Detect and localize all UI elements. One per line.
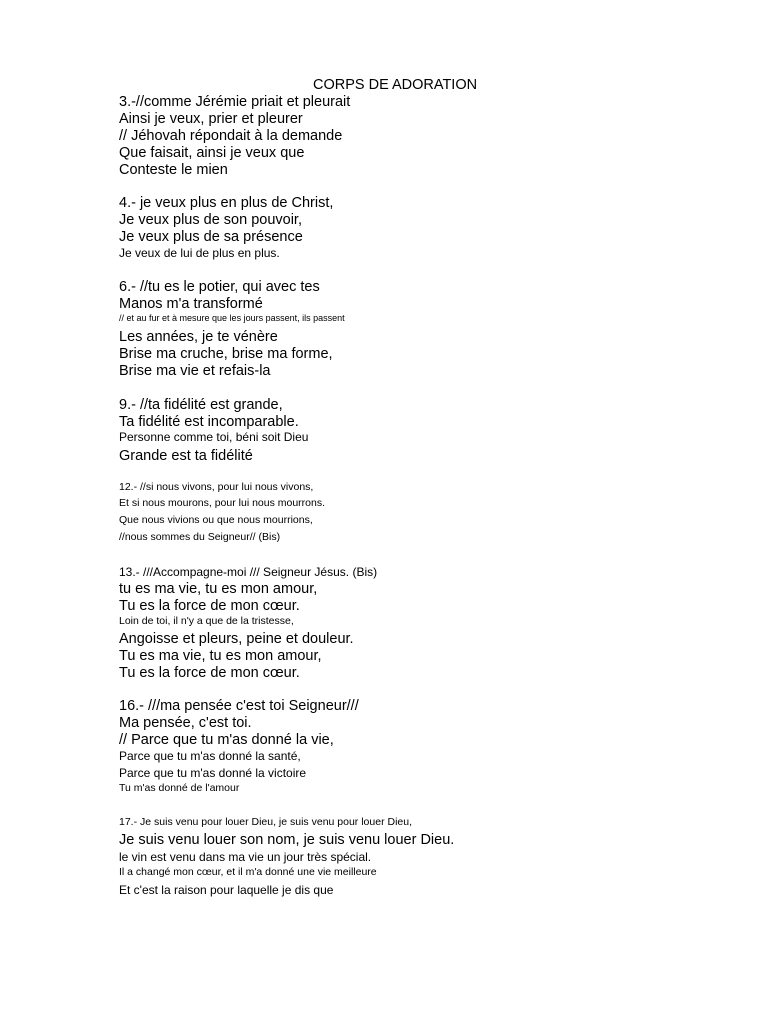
verse-17-line-5: Et c'est la raison pour laquelle je dis que [119, 883, 334, 897]
verse-9-line-3: Personne comme toi, béni soit Dieu [119, 430, 309, 444]
verse-13-line-1: 13.- ///Accompagne-moi /// Seigneur Jésus. (Bis) [119, 565, 378, 579]
verse-13-line-7: Tu es la force de mon cœur. [119, 665, 300, 681]
page-title: CORPS DE ADORATION [313, 77, 478, 93]
verse-9-line-4: Grande est ta fidélité [119, 448, 253, 464]
verse-17-line-3: le vin est venu dans ma vie un jour très spécial. [119, 850, 372, 864]
verse-17-line-2: Je suis venu louer son nom, je suis venu louer Dieu. [119, 832, 455, 848]
verse-13-line-6: Tu es ma vie, tu es mon amour, [119, 648, 322, 664]
verse-13-line-3: Tu es la force de mon cœur. [119, 598, 300, 614]
verse-13-line-4: Loin de toi, il n'y a que de la tristesse, [119, 615, 294, 627]
verse-9-line-2: Ta fidélité est incomparable. [119, 414, 299, 430]
verse-6-line-4: Les années, je te vénère [119, 329, 278, 345]
verse-12-line-2: Et si nous mourons, pour lui nous mourrons. [119, 497, 326, 509]
verse-4-line-1: 4.- je veux plus en plus de Christ, [119, 195, 334, 211]
verse-3-line-3: // Jéhovah répondait à la demande [119, 128, 343, 144]
verse-13-line-2: tu es ma vie, tu es mon amour, [119, 581, 318, 597]
verse-12-line-1: 12.- //si nous vivons, pour lui nous vivons, [119, 481, 314, 493]
verse-4-line-2: Je veux plus de son pouvoir, [119, 212, 302, 228]
verse-4-line-3: Je veux plus de sa présence [119, 229, 303, 245]
verse-6-line-5: Brise ma cruche, brise ma forme, [119, 346, 333, 362]
verse-6-line-3: // et au fur et à mesure que les jours passent, ils passent [119, 313, 345, 323]
verse-6-line-2: Manos m'a transformé [119, 296, 263, 312]
verse-16-line-5: Parce que tu m'as donné la victoire [119, 766, 307, 780]
verse-3-line-4: Que faisait, ainsi je veux que [119, 145, 305, 161]
verse-6-line-1: 6.- //tu es le potier, qui avec tes [119, 279, 320, 295]
verse-16-line-1: 16.- ///ma pensée c'est toi Seigneur/// [119, 698, 359, 714]
verse-17-line-4: Il a changé mon cœur, et il m'a donné une vie meilleure [119, 866, 377, 878]
verse-12-line-3: Que nous vivions ou que nous mourrions, [119, 514, 313, 526]
verse-3-line-1: 3.-//comme Jérémie priait et pleurait [119, 94, 351, 110]
verse-12-line-4: //nous sommes du Seigneur// (Bis) [119, 531, 281, 543]
verse-16-line-2: Ma pensée, c'est toi. [119, 715, 252, 731]
verse-9-line-1: 9.- //ta fidélité est grande, [119, 397, 283, 413]
verse-4-line-4: Je veux de lui de plus en plus. [119, 246, 280, 260]
verse-13-line-5: Angoisse et pleurs, peine et douleur. [119, 631, 354, 647]
verse-3-line-2: Ainsi je veux, prier et pleurer [119, 111, 303, 127]
verse-17-line-1: 17.- Je suis venu pour louer Dieu, je suis venu pour louer Dieu, [119, 816, 412, 828]
verse-6-line-6: Brise ma vie et refais-la [119, 363, 271, 379]
verse-16-line-4: Parce que tu m'as donné la santé, [119, 749, 301, 763]
verse-3-line-5: Conteste le mien [119, 162, 228, 178]
verse-16-line-3: // Parce que tu m'as donné la vie, [119, 732, 334, 748]
verse-16-line-6: Tu m'as donné de l'amour [119, 782, 240, 794]
